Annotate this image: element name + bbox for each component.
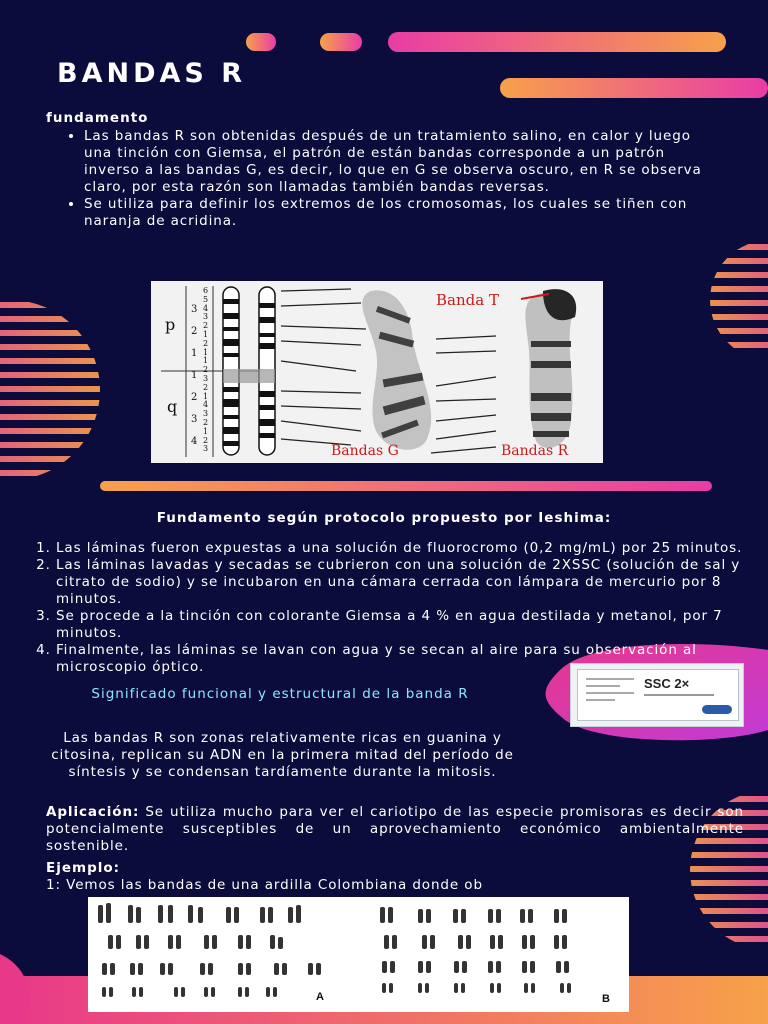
band-number: 3 — [203, 373, 209, 383]
section-heading-fundamento: fundamento — [46, 110, 149, 126]
band-number: 2 — [203, 365, 209, 375]
band-number: 2 — [203, 417, 209, 427]
band-number: 4 — [203, 303, 209, 313]
chromosome-diagram — [151, 281, 603, 463]
band-number: 4 — [203, 400, 209, 410]
list-item: 4. Finalmente, las láminas se lavan con agua y se secan al aire para su observación al microscopio óptico. — [56, 642, 768, 676]
region-number: 2 — [191, 326, 198, 337]
karyotype-image — [88, 897, 629, 1012]
region-number: 1 — [191, 348, 198, 359]
brand-logo-icon — [702, 705, 732, 714]
band-number: 2 — [203, 338, 209, 348]
decor-pill — [388, 32, 726, 52]
region-number: 3 — [191, 414, 198, 425]
aplicacion-text: Se utiliza mucho para ver el cariotipo de las especie promisoras es decir son potencialmente susceptibles de un aprovechamiento económico ambientalmente sostenible. — [46, 804, 744, 854]
list-item: 1. Las láminas fueron expuestas a una solución de fluorocromo (0,2 mg/mL) por 25 minutos. — [56, 540, 768, 557]
section-heading-protocolo: Fundamento según protocolo propuesto por Ieshima: — [156, 510, 612, 526]
band-number: 3 — [203, 444, 209, 454]
decor-circle — [0, 950, 30, 1024]
product-image — [570, 663, 744, 727]
arm-label-p: p — [165, 315, 176, 334]
list-item: 2. Las láminas lavadas y secadas se cubrieron con una solución de 2XSSC (solución de sal y citrato de sodio) y se incubaron en una cámara cerrada con lámpara de mercurio por 8 minutos. — [56, 557, 768, 608]
chromosome-banding-figure — [151, 281, 603, 463]
band-number: 1 — [203, 356, 209, 366]
region-number: 4 — [191, 436, 198, 447]
significado-text: Las bandas R son zonas relativamente ricas en guanina y citosina, replican su ADN en la primera mitad del período de síntesis y se condensan tardíamente durante la mitosis. — [51, 730, 514, 780]
region-numbers — [191, 299, 197, 453]
label-banda-t: Banda T — [436, 291, 499, 309]
band-number: 3 — [203, 312, 209, 322]
decor-striped-circle-left — [0, 302, 110, 476]
list-item: • Las bandas R son obtenidas después de un tratamiento salino, en calor y luego una tinción con Giemsa, el patrón de están bandas corresponde a un patrón inverso a las bandas G, es decir, lo que en G se observa oscuro, en R se observa claro, por esta razón son llamadas también bandas reversas. — [84, 128, 714, 196]
decor-pill — [320, 33, 362, 51]
decor-divider — [100, 481, 712, 491]
region-number: 3 — [191, 304, 198, 315]
band-number: 6 — [203, 286, 209, 295]
karyotype-label-b: B — [602, 993, 610, 1005]
decor-striped-circle-right — [700, 244, 768, 348]
band-number: 5 — [203, 294, 209, 304]
decor-pill — [500, 78, 768, 98]
karyotype-figure — [88, 897, 629, 1012]
aplicacion-paragraph — [46, 804, 744, 855]
band-number: 3 — [203, 409, 209, 419]
page-title: BANDAS R — [57, 58, 247, 89]
list-item: • Se utiliza para definir los extremos de los cromosomas, los cuales se tiñen con naranja de acridina. — [84, 196, 714, 230]
fundamento-list — [62, 128, 714, 230]
band-number: 2 — [203, 435, 209, 445]
band-number: 2 — [203, 382, 209, 392]
ejemplo-line: 1: Vemos las bandas de una ardilla Colombiana donde ob — [46, 877, 483, 893]
band-number: 1 — [203, 391, 209, 401]
section-heading-significado: Significado funcional y estructural de la banda R — [91, 686, 469, 702]
label-bandas-g: Bandas G — [331, 443, 399, 459]
section-heading-ejemplo: Ejemplo: — [46, 860, 121, 876]
band-number: 2 — [203, 321, 209, 331]
band-number: 1 — [203, 329, 209, 339]
arm-label-q: q — [167, 397, 178, 416]
band-numbers — [203, 287, 208, 454]
band-number: 1 — [203, 347, 209, 357]
product-label: SSC 2× — [644, 676, 690, 691]
band-number: 1 — [203, 426, 209, 436]
karyotype-label-a: A — [316, 991, 324, 1003]
aplicacion-label: Aplicación: — [46, 804, 140, 820]
decor-pill — [246, 33, 276, 51]
protocol-steps — [36, 540, 768, 676]
region-number: 2 — [191, 392, 198, 403]
list-item: 3. Se procede a la tinción con colorante Giemsa a 4 % en agua destilada y metanol, por 7 minutos. — [56, 608, 768, 642]
label-bandas-r: Bandas R — [501, 443, 569, 459]
region-number: 1 — [191, 370, 198, 381]
